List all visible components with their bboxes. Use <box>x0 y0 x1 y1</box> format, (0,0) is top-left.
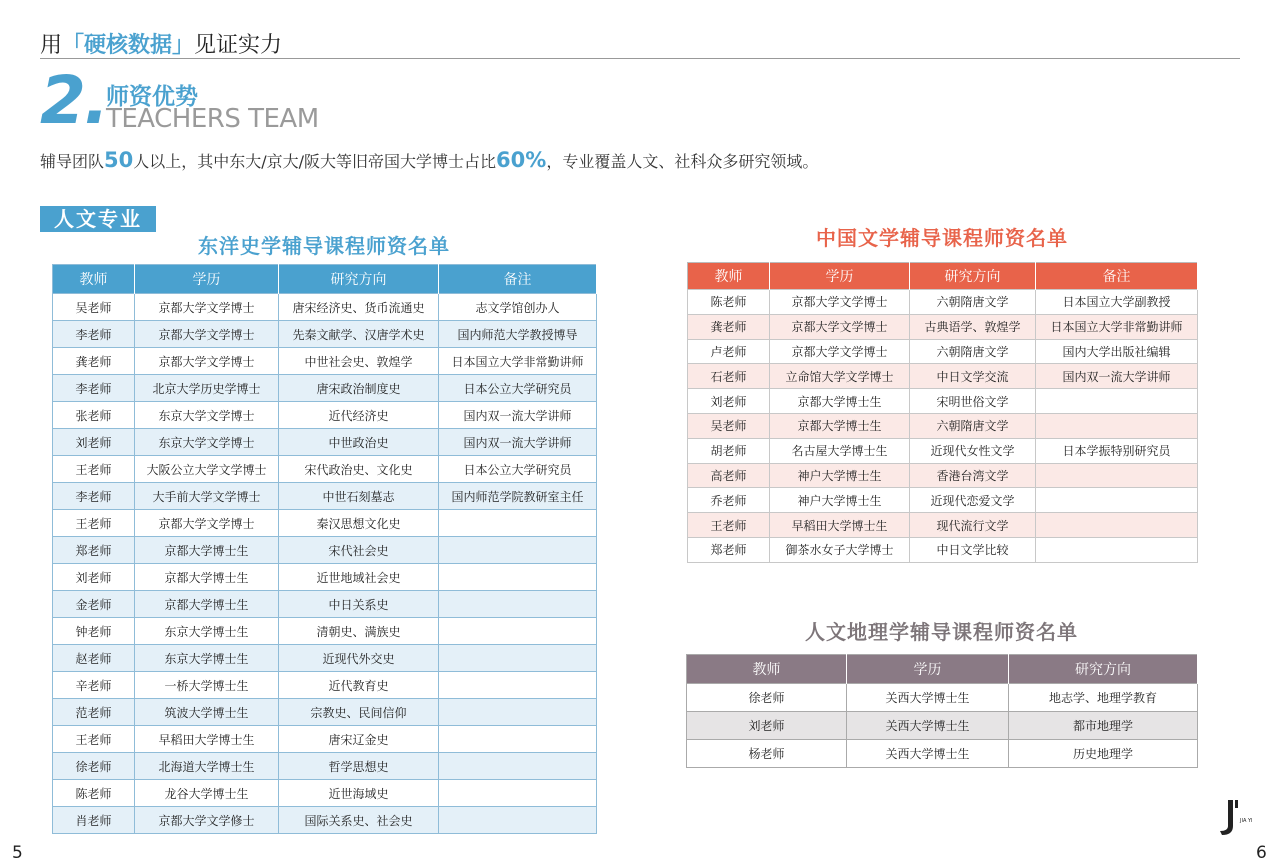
table2-header-row <box>688 263 1198 290</box>
table-row <box>53 726 597 753</box>
table-cell: 京都大学博士生 <box>770 389 910 414</box>
table-cell: 大阪公立大学文学博士 <box>135 456 279 483</box>
table1-header-cell: 研究方向 <box>279 265 439 294</box>
table-cell: 京都大学文学博士 <box>770 314 910 339</box>
table-cell: 一桥大学博士生 <box>135 672 279 699</box>
table-cell: 京都大学文学博士 <box>770 290 910 315</box>
table3-header-cell: 研究方向 <box>1009 655 1198 684</box>
table-cell: 日本国立大学非常勤讲师 <box>1036 314 1198 339</box>
table-row <box>53 456 597 483</box>
table-row <box>688 537 1198 562</box>
table3-header-cell: 教师 <box>687 655 847 684</box>
table-cell: 东京大学文学博士 <box>135 402 279 429</box>
table-cell: 国内师范学院教研室主任 <box>439 483 597 510</box>
table-cell: 京都大学博士生 <box>770 413 910 438</box>
table-row <box>53 645 597 672</box>
table-cell: 六朝隋唐文学 <box>910 339 1036 364</box>
table-cell: 关西大学博士生 <box>847 740 1009 768</box>
table-cell <box>439 537 597 564</box>
table-cell: 近现代女性文学 <box>910 438 1036 463</box>
table-cell: 京都大学博士生 <box>135 537 279 564</box>
table-cell: 范老师 <box>53 699 135 726</box>
table-cell: 吴老师 <box>53 294 135 321</box>
table-cell: 刘老师 <box>688 389 770 414</box>
table-row <box>53 537 597 564</box>
intro-percent: 60% <box>496 148 547 172</box>
table-cell <box>439 591 597 618</box>
table-cell: 近代经济史 <box>279 402 439 429</box>
table-cell: 近世海域史 <box>279 780 439 807</box>
table-cell: 神户大学博士生 <box>770 488 910 513</box>
table-cell: 唐宋政治制度史 <box>279 375 439 402</box>
intro-part-1: 辅导团队 <box>40 152 105 171</box>
section-title-en: TEACHERS TEAM <box>106 104 319 134</box>
table-cell: 乔老师 <box>688 488 770 513</box>
table-row <box>688 513 1198 538</box>
table-cell: 国内双一流大学讲师 <box>439 429 597 456</box>
table-cell <box>1036 513 1198 538</box>
table-cell <box>1036 537 1198 562</box>
table-cell: 宗教史、民间信仰 <box>279 699 439 726</box>
table-cell: 肖老师 <box>53 807 135 834</box>
table-cell: 六朝隋唐文学 <box>910 413 1036 438</box>
table-cell <box>439 753 597 780</box>
table-cell <box>439 672 597 699</box>
table-cell <box>1036 488 1198 513</box>
table-cell <box>439 564 597 591</box>
table-row <box>53 618 597 645</box>
table-cell: 唐宋辽金史 <box>279 726 439 753</box>
table-cell: 古典语学、敦煌学 <box>910 314 1036 339</box>
table-row <box>53 402 597 429</box>
table-row <box>688 339 1198 364</box>
table-cell: 京都大学博士生 <box>135 564 279 591</box>
table3-body <box>687 684 1198 768</box>
table-cell: 陈老师 <box>688 290 770 315</box>
table-cell: 石老师 <box>688 364 770 389</box>
table-row <box>53 753 597 780</box>
table-row <box>688 364 1198 389</box>
table-cell: 东京大学博士生 <box>135 618 279 645</box>
table-cell: 吴老师 <box>688 413 770 438</box>
intro-count: 50 <box>104 148 134 172</box>
table-row <box>688 488 1198 513</box>
table-row <box>53 375 597 402</box>
table-row <box>53 780 597 807</box>
table-cell <box>1036 413 1198 438</box>
table-cell: 神户大学博士生 <box>770 463 910 488</box>
table-row <box>53 321 597 348</box>
table-cell: 中日文学比较 <box>910 537 1036 562</box>
table-cell: 香港台湾文学 <box>910 463 1036 488</box>
table-cell <box>439 807 597 834</box>
header-divider <box>40 58 1240 59</box>
humanities-tag: 人文专业 <box>40 206 156 232</box>
table-cell: 日本公立大学研究员 <box>439 375 597 402</box>
table1-oriental-history <box>52 264 597 834</box>
table-row <box>53 807 597 834</box>
table-cell: 宋代政治史、文化史 <box>279 456 439 483</box>
table-row <box>687 712 1198 740</box>
table3-title: 人文地理学辅导课程师资名单 <box>805 620 1078 644</box>
table-cell: 近世地域社会史 <box>279 564 439 591</box>
table-cell: 京都大学文学博士 <box>135 294 279 321</box>
table-row <box>688 314 1198 339</box>
table1-header-cell: 学历 <box>135 265 279 294</box>
table2-header-cell: 研究方向 <box>910 263 1036 290</box>
table-row <box>688 438 1198 463</box>
table-cell: 秦汉思想文化史 <box>279 510 439 537</box>
table-cell: 中世社会史、敦煌学 <box>279 348 439 375</box>
table-cell: 日本学振特别研究员 <box>1036 438 1198 463</box>
table-cell: 徐老师 <box>53 753 135 780</box>
table-cell: 李老师 <box>53 375 135 402</box>
table-cell: 志文学馆创办人 <box>439 294 597 321</box>
table-cell: 宋明世俗文学 <box>910 389 1036 414</box>
table-cell: 日本国立大学副教授 <box>1036 290 1198 315</box>
table1-title: 东洋史学辅导课程师资名单 <box>198 234 450 258</box>
table-row <box>53 348 597 375</box>
table-cell: 刘老师 <box>53 429 135 456</box>
table-cell: 中世政治史 <box>279 429 439 456</box>
intro-text <box>40 148 818 172</box>
table-row <box>688 389 1198 414</box>
table-cell: 早稻田大学博士生 <box>770 513 910 538</box>
table-cell: 张老师 <box>53 402 135 429</box>
table-cell: 近现代恋爱文学 <box>910 488 1036 513</box>
table-cell: 京都大学博士生 <box>135 591 279 618</box>
table-cell: 国内大学出版社编辑 <box>1036 339 1198 364</box>
page-number-right: 6 <box>1256 843 1267 863</box>
table-cell: 京都大学文学博士 <box>135 348 279 375</box>
table-cell <box>439 645 597 672</box>
table-cell: 六朝隋唐文学 <box>910 290 1036 315</box>
table-cell: 王老师 <box>688 513 770 538</box>
table-cell: 京都大学文学博士 <box>135 321 279 348</box>
table-cell: 杨老师 <box>687 740 847 768</box>
table-cell: 王老师 <box>53 726 135 753</box>
table-cell: 龙谷大学博士生 <box>135 780 279 807</box>
table-cell: 早稻田大学博士生 <box>135 726 279 753</box>
table1-body <box>53 294 597 834</box>
table-cell: 金老师 <box>53 591 135 618</box>
table2-chinese-literature <box>687 262 1198 563</box>
table-cell: 国内双一流大学讲师 <box>439 402 597 429</box>
table-cell: 京都大学文学修士 <box>135 807 279 834</box>
table1-header-cell: 备注 <box>439 265 597 294</box>
table-cell: 郑老师 <box>53 537 135 564</box>
header-suffix: 见证实力 <box>194 33 283 58</box>
table-cell: 徐老师 <box>687 684 847 712</box>
table-cell <box>439 726 597 753</box>
table-cell: 东京大学博士生 <box>135 645 279 672</box>
table-cell: 宋代社会史 <box>279 537 439 564</box>
table-cell: 李老师 <box>53 321 135 348</box>
table-row <box>53 510 597 537</box>
table-cell: 先秦文献学、汉唐学术史 <box>279 321 439 348</box>
table-cell: 关西大学博士生 <box>847 712 1009 740</box>
table-cell: 刘老师 <box>687 712 847 740</box>
table-cell: 龚老师 <box>53 348 135 375</box>
table-cell: 刘老师 <box>53 564 135 591</box>
table-cell: 陈老师 <box>53 780 135 807</box>
table-cell: 钟老师 <box>53 618 135 645</box>
table-row <box>53 699 597 726</box>
table-row <box>687 684 1198 712</box>
table-cell: 清朝史、满族史 <box>279 618 439 645</box>
table-cell: 东京大学文学博士 <box>135 429 279 456</box>
table-cell: 哲学思想史 <box>279 753 439 780</box>
logo-text: JIA YI <box>1240 818 1253 824</box>
header-prefix: 用 <box>40 33 63 58</box>
table-cell: 立命馆大学文学博士 <box>770 364 910 389</box>
table-cell: 地志学、地理学教育 <box>1009 684 1198 712</box>
header-highlight: 「硬核数据」 <box>62 33 195 58</box>
table-cell: 日本国立大学非常勤讲师 <box>439 348 597 375</box>
table-cell: 国内师范大学教授博导 <box>439 321 597 348</box>
table-row <box>688 290 1198 315</box>
table-cell: 高老师 <box>688 463 770 488</box>
section-title-cn: 师资优势 <box>106 84 198 110</box>
table-cell: 近代教育史 <box>279 672 439 699</box>
table2-header-cell: 学历 <box>770 263 910 290</box>
intro-part-2: 人以上，其中东大/京大/阪大等旧帝国大学博士占比 <box>133 152 497 171</box>
table-cell: 关西大学博士生 <box>847 684 1009 712</box>
table2-title: 中国文学辅导课程师资名单 <box>816 226 1068 250</box>
table-cell: 唐宋经济史、货币流通史 <box>279 294 439 321</box>
table3-human-geography <box>686 654 1198 768</box>
table-cell: 京都大学文学博士 <box>135 510 279 537</box>
table-cell: 中日文学交流 <box>910 364 1036 389</box>
table1-header-cell: 教师 <box>53 265 135 294</box>
table3-header-row <box>687 655 1198 684</box>
table1-header-row <box>53 265 597 294</box>
table-cell: 日本公立大学研究员 <box>439 456 597 483</box>
jiayi-logo <box>1218 798 1268 838</box>
table-cell: 都市地理学 <box>1009 712 1198 740</box>
table-row <box>53 591 597 618</box>
table-cell <box>439 780 597 807</box>
table-cell: 辛老师 <box>53 672 135 699</box>
table2-header-cell: 教师 <box>688 263 770 290</box>
header-title <box>40 28 282 59</box>
table-cell: 国内双一流大学讲师 <box>1036 364 1198 389</box>
table-cell: 北海道大学博士生 <box>135 753 279 780</box>
table-cell <box>439 699 597 726</box>
table2-body <box>688 290 1198 563</box>
table-cell: 北京大学历史学博士 <box>135 375 279 402</box>
table-cell: 龚老师 <box>688 314 770 339</box>
intro-part-3: ，专业覆盖人文、社科众多研究领域。 <box>546 152 819 171</box>
table-cell: 赵老师 <box>53 645 135 672</box>
table-row <box>688 413 1198 438</box>
table-cell: 筑波大学博士生 <box>135 699 279 726</box>
section-number: 2. <box>40 62 107 139</box>
table-row <box>53 483 597 510</box>
table-cell: 国际关系史、社会史 <box>279 807 439 834</box>
table-cell: 名古屋大学博士生 <box>770 438 910 463</box>
table-cell <box>439 618 597 645</box>
table-cell: 胡老师 <box>688 438 770 463</box>
table-cell <box>1036 389 1198 414</box>
table-cell: 御茶水女子大学博士 <box>770 537 910 562</box>
table-row <box>53 564 597 591</box>
table-cell: 李老师 <box>53 483 135 510</box>
table-cell: 现代流行文学 <box>910 513 1036 538</box>
table-cell: 王老师 <box>53 510 135 537</box>
table-cell: 卢老师 <box>688 339 770 364</box>
table-cell: 郑老师 <box>688 537 770 562</box>
table-cell: 近现代外交史 <box>279 645 439 672</box>
table-cell <box>1036 463 1198 488</box>
table-row <box>688 463 1198 488</box>
table-cell: 京都大学文学博士 <box>770 339 910 364</box>
table-cell: 历史地理学 <box>1009 740 1198 768</box>
table2-header-cell: 备注 <box>1036 263 1198 290</box>
table-row <box>53 672 597 699</box>
table-cell: 王老师 <box>53 456 135 483</box>
page-number-left: 5 <box>12 843 23 863</box>
table-row <box>53 294 597 321</box>
table3-header-cell: 学历 <box>847 655 1009 684</box>
table-cell: 中日关系史 <box>279 591 439 618</box>
table-cell: 中世石刻墓志 <box>279 483 439 510</box>
table-row <box>53 429 597 456</box>
table-cell: 大手前大学文学博士 <box>135 483 279 510</box>
table-row <box>687 740 1198 768</box>
table-cell <box>439 510 597 537</box>
